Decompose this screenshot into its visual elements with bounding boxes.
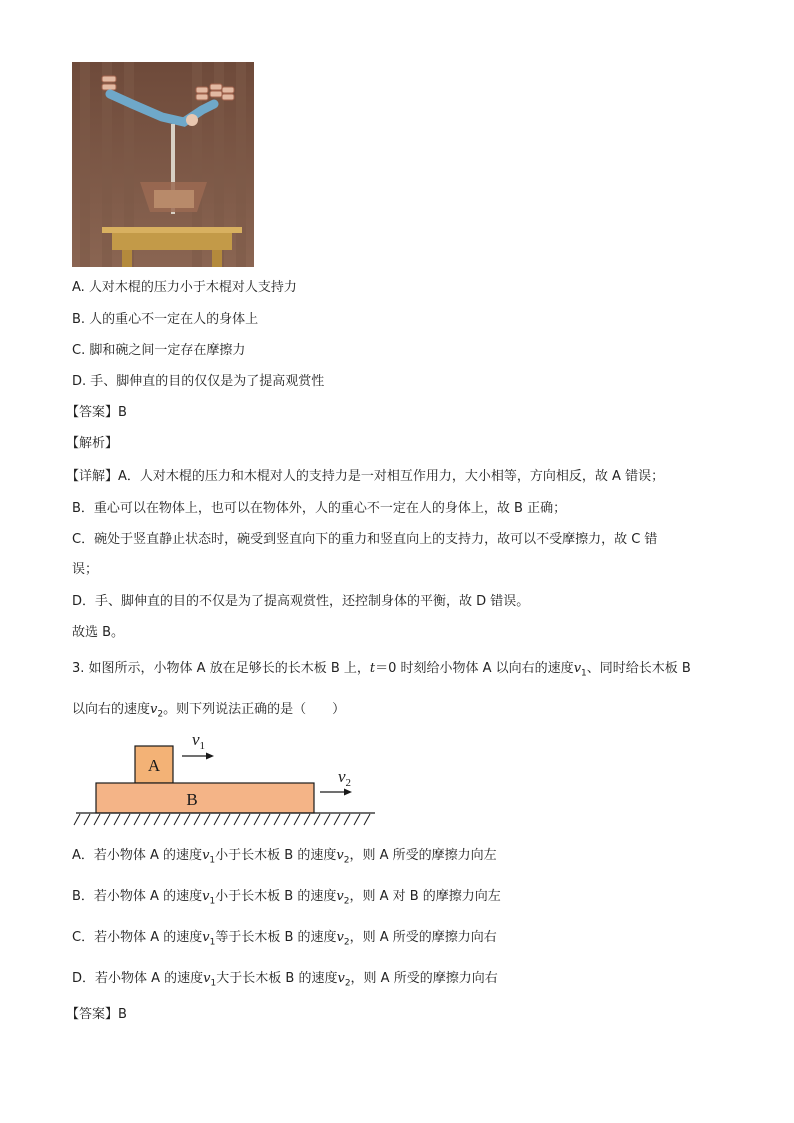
math-v: v	[337, 971, 345, 986]
math-sub: 1	[209, 937, 216, 948]
q3-option-d	[72, 967, 498, 989]
stem-text: 以向右的速度	[72, 702, 151, 717]
opt-text: ，则 A 所受的摩擦力向左	[349, 848, 497, 863]
ground-hatching	[74, 814, 370, 825]
v2-arrow	[320, 789, 352, 796]
q2-detail-line-2: B．重心可以在物体上，也可以在物体外，人的重心不一定在人的身体上，故 B 正确；	[72, 501, 567, 516]
q2-option-b: B. 人的重心不一定在人的身体上	[72, 312, 259, 327]
detail-label: 【详解】	[66, 469, 119, 484]
q2-answer	[66, 401, 127, 420]
opt-text: 小于长木板 B 的速度	[215, 848, 337, 863]
answer-value: B	[118, 1007, 127, 1022]
v2-label: $v_2$	[338, 767, 352, 789]
math-sub: 1	[209, 855, 216, 866]
q3-option-b	[72, 885, 501, 907]
math-v: v	[336, 848, 344, 863]
q3-option-c	[72, 926, 497, 948]
math-v: v	[336, 930, 344, 945]
stem-text: ＝0 时刻给小物体 A 以向右的速度	[375, 661, 574, 676]
q2-analysis-label: 【解析】	[66, 436, 119, 451]
opt-text: ，则 A 所受的摩擦力向右	[350, 971, 498, 986]
q2-option-c: C. 脚和碗之间一定存在摩擦力	[72, 343, 246, 358]
opt-text: D．若小物体 A 的速度	[72, 971, 204, 986]
opt-text: A．若小物体 A 的速度	[72, 848, 203, 863]
opt-text: 大于长木板 B 的速度	[216, 971, 338, 986]
q2-option-a: A. 人对木棍的压力小于木棍对人支持力	[72, 280, 297, 295]
opt-text: ，则 A 对 B 的摩擦力向左	[349, 889, 501, 904]
opt-text: C．若小物体 A 的速度	[72, 930, 203, 945]
acrobat-photo	[72, 62, 254, 267]
block-b	[96, 783, 314, 813]
block-a-label: A	[147, 756, 161, 775]
math-v: v	[202, 848, 210, 863]
math-v: v	[336, 889, 344, 904]
math-v: v	[573, 661, 582, 676]
q3-stem-line-2	[72, 698, 345, 720]
math-v: v	[202, 889, 210, 904]
opt-text: B．若小物体 A 的速度	[72, 889, 203, 904]
stem-text: 。则下列说法正确的是（ ）	[163, 702, 346, 717]
math-v: v	[202, 930, 210, 945]
answer-label: 【答案】	[66, 1007, 119, 1022]
math-sub: 2	[343, 896, 350, 907]
math-t: t	[369, 661, 376, 676]
q3-answer	[66, 1003, 127, 1022]
math-sub: 2	[344, 978, 351, 989]
math-v: v	[150, 702, 158, 717]
q2-detail-line-1	[66, 465, 664, 484]
detail-text: A．人对木棍的压力和木棍对人的支持力是一对相互作用力，大小相等，方向相反，故 A 错误；	[118, 469, 665, 484]
opt-text: 小于长木板 B 的速度	[215, 889, 337, 904]
stem-text: 3. 如图所示，小物体 A 放在足够长的长木板 B 上，	[72, 661, 370, 676]
q2-option-d: D. 手、脚伸直的目的仅仅是为了提高观赏性	[72, 374, 325, 389]
math-sub: 2	[343, 937, 350, 948]
stem-text: 、同时给长木板 B	[586, 661, 691, 676]
math-sub: 2	[343, 855, 350, 866]
v1-arrow	[182, 753, 214, 760]
blocks-diagram	[72, 728, 382, 828]
math-v: v	[203, 971, 211, 986]
opt-text: 等于长木板 B 的速度	[215, 930, 337, 945]
q2-detail-line-5: D．手、脚伸直的目的不仅是为了提高观赏性，还控制身体的平衡，故 D 错误。	[72, 594, 530, 609]
q3-option-a	[72, 844, 497, 866]
math-sub: 1	[210, 978, 217, 989]
q2-detail-line-3: C．碗处于竖直静止状态时，碗受到竖直向下的重力和竖直向上的支持力，故可以不受摩擦力，故 C 错	[72, 532, 658, 547]
q2-detail-line-6: 故选 B。	[72, 625, 125, 640]
answer-label: 【答案】	[66, 405, 119, 420]
v1-label: $v_1$	[192, 730, 206, 752]
math-sub: 1	[209, 896, 216, 907]
block-b-label: B	[186, 790, 198, 809]
opt-text: ，则 A 所受的摩擦力向右	[349, 930, 497, 945]
math-sub: 2	[157, 709, 164, 720]
q3-stem-line-1	[72, 657, 691, 679]
answer-value: B	[118, 405, 127, 420]
q2-detail-line-4: 误；	[72, 562, 99, 577]
math-sub: 1	[581, 668, 587, 679]
